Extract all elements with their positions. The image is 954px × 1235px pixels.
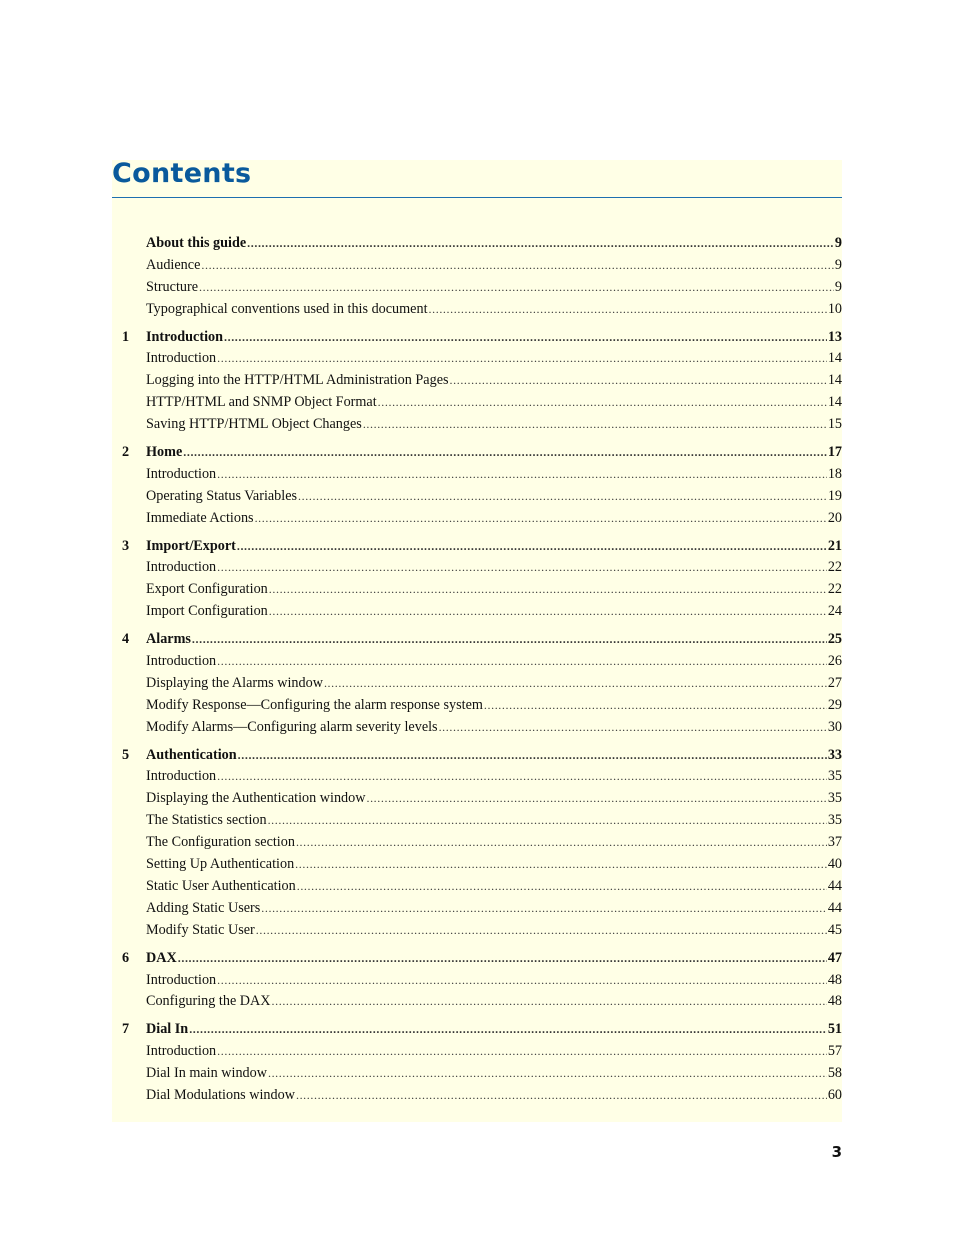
toc-entry-page: 15: [827, 416, 842, 433]
toc-chapter-entry[interactable]: [112, 233, 842, 255]
toc-entry-page: 10: [827, 300, 842, 317]
toc-entry-title: Introduction: [146, 653, 217, 670]
toc-entry[interactable]: [112, 299, 842, 321]
dot-leader: [199, 277, 834, 299]
dot-leader: [450, 370, 827, 392]
toc-entry-title: Configuring the DAX: [146, 993, 271, 1010]
toc-entry-title: Import Configuration: [146, 603, 268, 620]
toc-entry[interactable]: [112, 1085, 842, 1107]
chapter-number: 6: [122, 949, 130, 966]
toc-entry-title: Modify Alarms—Configuring alarm severity levels: [146, 718, 438, 735]
toc-entry-title: Dial Modulations window: [146, 1086, 295, 1103]
toc-entry-title: The Statistics section: [146, 812, 267, 829]
toc-entry[interactable]: [112, 579, 842, 601]
toc-entry-title: Home: [146, 444, 183, 461]
dot-leader: [295, 854, 827, 876]
dot-leader: [217, 1041, 827, 1063]
dot-leader: [269, 601, 827, 623]
toc-entry-page: 26: [827, 653, 842, 670]
dot-leader: [217, 970, 827, 992]
toc-entry-page: 44: [827, 877, 842, 894]
toc-entry-title: Saving HTTP/HTML Object Changes: [146, 416, 362, 433]
toc-section: [112, 233, 842, 321]
page-title: Contents: [112, 158, 252, 189]
toc-entry-title: Static User Authentication: [146, 877, 296, 894]
toc-entry-page: 14: [827, 372, 842, 389]
dot-leader: [268, 1063, 827, 1085]
dot-leader: [269, 579, 827, 601]
toc-entry-page: 51: [827, 1021, 842, 1038]
toc-entry[interactable]: [112, 766, 842, 788]
toc-chapter-entry[interactable]: [112, 629, 842, 651]
dot-leader: [192, 629, 827, 651]
toc-entry-title: Introduction: [146, 971, 217, 988]
toc-entry-page: 9: [834, 278, 842, 295]
toc-entry[interactable]: [112, 651, 842, 673]
toc-section: [112, 442, 842, 530]
chapter-number: 2: [122, 444, 130, 461]
toc-entry-title: Export Configuration: [146, 581, 268, 598]
toc-entry[interactable]: [112, 464, 842, 486]
toc-entry-title: Import/Export: [146, 537, 236, 554]
toc-entry-page: 48: [827, 971, 842, 988]
toc-entry-title: Operating Status Variables: [146, 487, 298, 504]
dot-leader: [217, 348, 827, 370]
toc-entry-page: 29: [827, 696, 842, 713]
toc-entry-title: Dial In main window: [146, 1065, 267, 1082]
dot-leader: [298, 486, 827, 508]
toc-entry[interactable]: [112, 255, 842, 277]
toc-entry[interactable]: [112, 414, 842, 436]
toc-entry-title: Typographical conventions used in this document: [146, 300, 428, 317]
toc-entry-title: Introduction: [146, 768, 217, 785]
dot-leader: [237, 536, 827, 558]
chapter-number: 5: [122, 746, 130, 763]
dot-leader: [217, 557, 827, 579]
toc-chapter-entry[interactable]: [112, 948, 842, 970]
toc-entry-page: 44: [827, 899, 842, 916]
toc-entry-title: Logging into the HTTP/HTML Administration Pages: [146, 372, 449, 389]
dot-leader: [238, 745, 827, 767]
toc-entry-title: Introduction: [146, 350, 217, 367]
dot-leader: [324, 673, 827, 695]
toc-entry-page: 21: [827, 537, 842, 554]
title-divider: [112, 197, 842, 198]
toc-entry[interactable]: [112, 277, 842, 299]
toc-entry[interactable]: [112, 991, 842, 1013]
chapter-number: 7: [122, 1021, 130, 1038]
toc-entry[interactable]: [112, 854, 842, 876]
toc-entry-page: 22: [827, 559, 842, 576]
toc-entry[interactable]: [112, 392, 842, 414]
toc-section: [112, 536, 842, 624]
toc-entry[interactable]: [112, 673, 842, 695]
toc-entry-title: Immediate Actions: [146, 509, 254, 526]
toc-entry-title: Alarms: [146, 631, 191, 648]
toc-entry-page: 17: [827, 444, 842, 461]
toc-entry-page: 35: [827, 768, 842, 785]
toc-entry-page: 35: [827, 790, 842, 807]
toc-entry[interactable]: [112, 508, 842, 530]
toc-entry-page: 25: [827, 631, 842, 648]
toc-entry-title: Introduction: [146, 328, 223, 345]
toc-entry-page: 24: [827, 603, 842, 620]
toc-entry-page: 18: [827, 465, 842, 482]
toc-entry-page: 27: [827, 674, 842, 691]
toc-entry-title: Adding Static Users: [146, 899, 261, 916]
toc-entry-page: 19: [827, 487, 842, 504]
toc-section: [112, 327, 842, 436]
dot-leader: [217, 651, 827, 673]
toc-entry[interactable]: [112, 898, 842, 920]
toc-entry-page: 14: [827, 394, 842, 411]
toc-entry[interactable]: [112, 810, 842, 832]
toc-entry[interactable]: [112, 788, 842, 810]
dot-leader: [272, 991, 827, 1013]
dot-leader: [296, 1085, 827, 1107]
dot-leader: [224, 327, 827, 349]
toc-entry-page: 47: [827, 949, 842, 966]
dot-leader: [366, 788, 826, 810]
dot-leader: [268, 810, 827, 832]
toc-entry[interactable]: [112, 557, 842, 579]
dot-leader: [183, 442, 827, 464]
dot-leader: [363, 414, 827, 436]
toc-entry-page: 14: [827, 350, 842, 367]
toc-entry-page: 57: [827, 1043, 842, 1060]
toc-entry-title: About this guide: [146, 235, 247, 251]
toc-entry-title: Structure: [146, 278, 199, 295]
toc-entry[interactable]: [112, 1063, 842, 1085]
toc-entry[interactable]: [112, 695, 842, 717]
dot-leader: [217, 766, 827, 788]
dot-leader: [297, 876, 827, 898]
page-number: 3: [831, 1143, 842, 1161]
toc-chapter-entry[interactable]: [112, 442, 842, 464]
toc-entry-page: 30: [827, 718, 842, 735]
toc-section: [112, 948, 842, 1014]
toc-entry-title: Setting Up Authentication: [146, 856, 295, 873]
toc-entry-page: 37: [827, 834, 842, 851]
toc-chapter-entry[interactable]: [112, 536, 842, 558]
toc-entry-title: Introduction: [146, 559, 217, 576]
toc-entry-title: DAX: [146, 949, 177, 966]
toc-entry[interactable]: [112, 348, 842, 370]
toc-entry-title: The Configuration section: [146, 834, 295, 851]
toc-entry[interactable]: [112, 920, 842, 942]
toc-entry[interactable]: [112, 717, 842, 739]
toc-entry-title: HTTP/HTML and SNMP Object Format: [146, 394, 377, 411]
toc-section: [112, 745, 842, 942]
toc-entry-title: Authentication: [146, 746, 237, 763]
dot-leader: [429, 299, 827, 321]
dot-leader: [484, 695, 827, 717]
toc-entry-title: Modify Response—Configuring the alarm response system: [146, 696, 483, 713]
chapter-number: 1: [122, 328, 130, 345]
toc-entry-page: 45: [827, 921, 842, 938]
toc-entry-title: Introduction: [146, 1043, 217, 1060]
toc-entry[interactable]: [112, 832, 842, 854]
toc-entry[interactable]: [112, 970, 842, 992]
toc-entry[interactable]: [112, 486, 842, 508]
dot-leader: [247, 233, 834, 255]
toc-entry-title: Dial In: [146, 1021, 189, 1038]
toc-entry[interactable]: [112, 370, 842, 392]
dot-leader: [378, 392, 827, 414]
toc-entry-title: Displaying the Authentication window: [146, 790, 366, 807]
chapter-number: 3: [122, 537, 130, 554]
dot-leader: [439, 717, 827, 739]
dot-leader: [256, 920, 827, 942]
toc-entry-page: 33: [827, 746, 842, 763]
toc-entry-page: 13: [827, 328, 842, 345]
dot-leader: [178, 948, 827, 970]
toc-chapter-entry[interactable]: [112, 745, 842, 767]
toc-entry-page: 40: [827, 856, 842, 873]
toc-entry-title: Introduction: [146, 465, 217, 482]
toc-entry-page: 48: [827, 993, 842, 1010]
chapter-number: 4: [122, 631, 130, 648]
toc-section: [112, 629, 842, 738]
toc-chapter-entry[interactable]: [112, 327, 842, 349]
dot-leader: [261, 898, 827, 920]
toc-section: [112, 1019, 842, 1107]
toc-entry-title: Modify Static User: [146, 921, 255, 938]
toc-chapter-entry[interactable]: [112, 1019, 842, 1041]
dot-leader: [189, 1019, 827, 1041]
table-of-contents: [112, 233, 842, 1113]
dot-leader: [296, 832, 827, 854]
dot-leader: [217, 464, 827, 486]
toc-entry-page: 20: [827, 509, 842, 526]
toc-entry-page: 35: [827, 812, 842, 829]
toc-entry[interactable]: [112, 1041, 842, 1063]
toc-entry-page: 9: [834, 256, 842, 273]
toc-entry-page: 22: [827, 581, 842, 598]
toc-entry[interactable]: [112, 876, 842, 898]
toc-entry-page: 58: [827, 1065, 842, 1082]
toc-entry-title: Audience: [146, 256, 201, 273]
toc-entry-page: 9: [834, 235, 842, 251]
toc-entry-title: Displaying the Alarms window: [146, 674, 323, 691]
toc-entry-page: 60: [827, 1086, 842, 1103]
dot-leader: [255, 508, 827, 530]
toc-entry[interactable]: [112, 601, 842, 623]
dot-leader: [201, 255, 834, 277]
